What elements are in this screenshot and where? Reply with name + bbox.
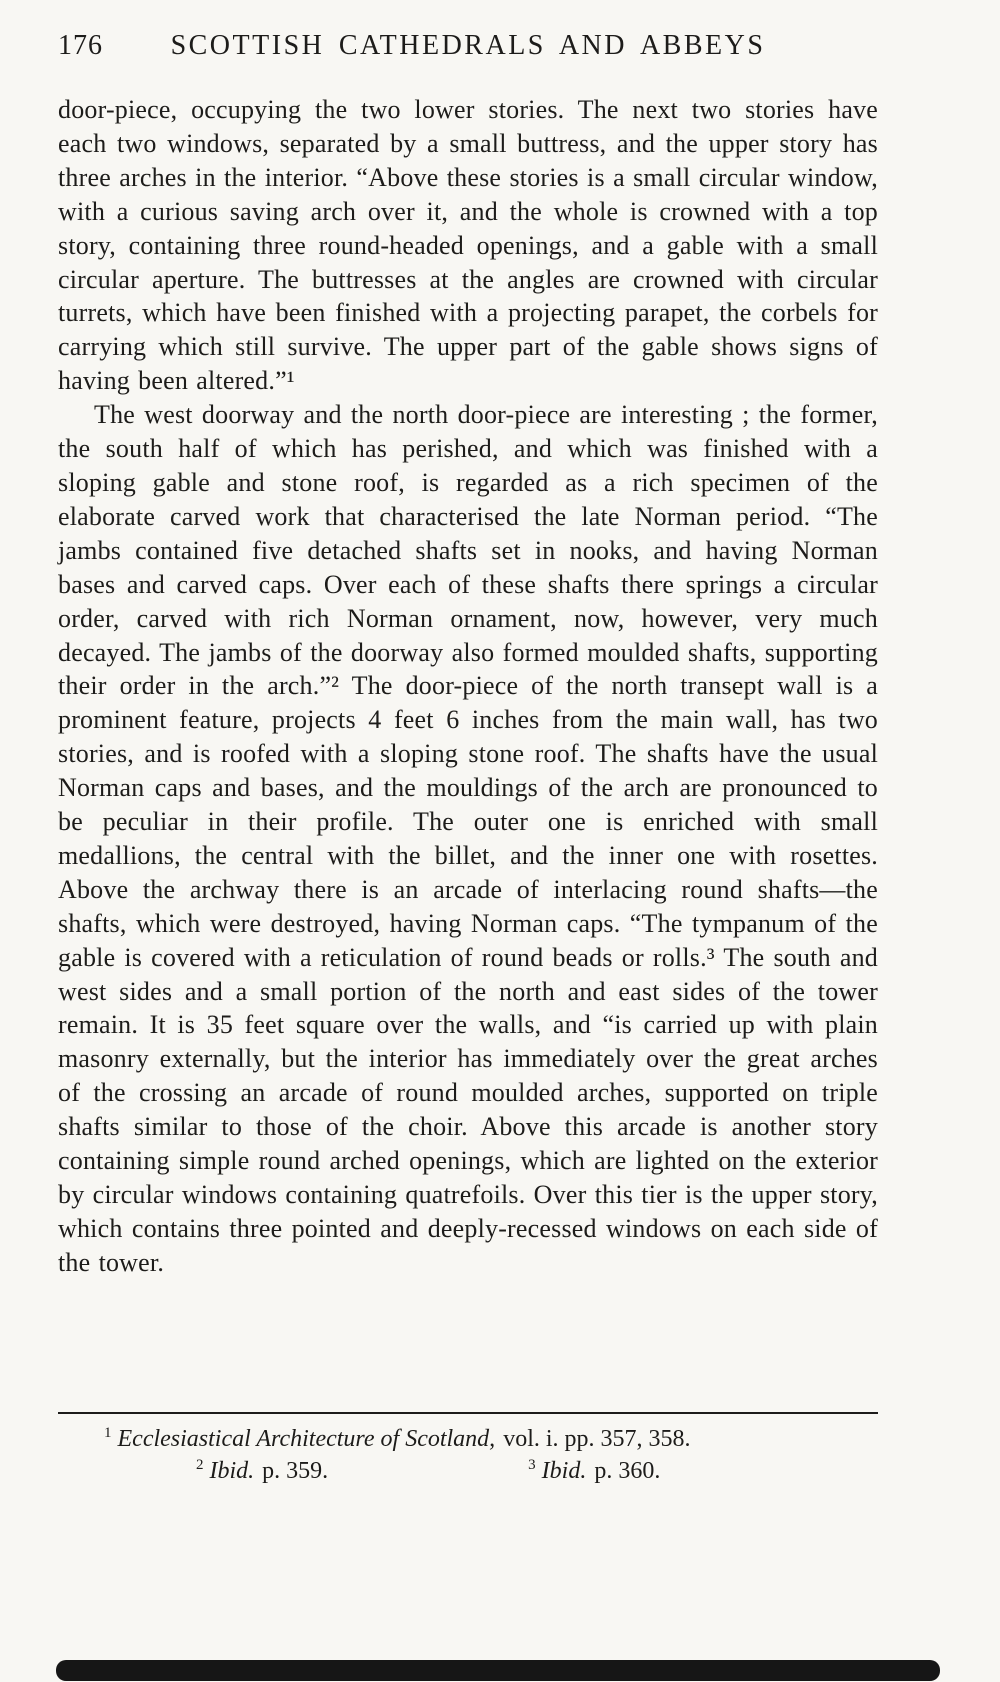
paragraph-continuation: door-piece, occupying the two lower stories. The next two stories have each two windows, separated by a small buttress, and the upper story has three arches in the interior. “Above these stories is a small circular window, with a curious saving arch over it, and the whole is crowned with a top story, containing three round-headed openings, and a gable with a small circular aperture. The buttresses at the angles are crowned with circular turrets, which have been finished with a projecting parapet, the corbels for carrying which still survive. The upper part of the gable shows signs of having been altered.”¹ xyxy=(58,95,878,396)
footnote-reference: p. 360. xyxy=(594,1458,661,1484)
footnote-marker: 3 xyxy=(528,1457,536,1473)
body-text xyxy=(58,93,878,1280)
page-number: 176 xyxy=(58,30,103,61)
footnote xyxy=(196,1455,328,1487)
footnote-divider xyxy=(58,1412,878,1414)
footnote-row xyxy=(58,1455,878,1487)
footnote-source-title: Ecclesiastical Architecture of Scotland, xyxy=(117,1426,496,1452)
footnote-reference: vol. i. pp. 357, 358. xyxy=(503,1426,691,1452)
paragraph: The west doorway and the north door-piece are interesting ; the former, the south half of which has perished, and which was finished with a sloping gable and stone roof, is regarded as a rich specimen of the elaborate carved work that characterised the late Norman period. “The jambs contained five detached shafts set in nooks, and having Norman bases and carved caps. Over each of these shafts there springs a circular order, carved with rich Norman ornament, now, however, very much decayed. The jambs of the doorway also formed moulded shafts, supporting their order in the arch.”² The door-piece of the north transept wall is a prominent feature, projects 4 feet 6 inches from the main wall, has two stories, and is roofed with a sloping stone roof. The shafts have the usual Norman caps and bases, and the mouldings of the arch are pronounced to be peculiar in their profile. The outer one is enriched with small medallions, the central with the billet, and the inner one with rosettes. Above the archway there is an arcade of interlacing round shafts—the shafts, which were destroyed, having Norman caps. “The tympanum of the gable is covered with a reticulation of round beads or rolls.³ The south and west sides and a small portion of the north and east sides of the tower remain. It is 35 feet square over the walls, and “is carried up with plain masonry externally, but the interior has immediately over the great arches of the crossing an arcade of round moulded arches, supported on triple shafts similar to those of the choir. Above this arcade is another story containing simple round arched openings, which are lighted on the exterior by circular windows containing quatrefoils. Over this tier is the upper story, which contains three pointed and deeply-recessed windows on each side of the tower. xyxy=(58,400,878,1277)
footnotes-section xyxy=(58,1412,878,1487)
footnote xyxy=(58,1423,878,1455)
footnote xyxy=(528,1455,660,1487)
page-header xyxy=(58,30,878,70)
footnote-reference: p. 359. xyxy=(262,1458,329,1484)
running-title: SCOTTISH CATHEDRALS AND ABBEYS xyxy=(170,30,766,61)
footnote-source-title: Ibid. xyxy=(209,1458,255,1484)
scan-artifact-bar xyxy=(56,1660,940,1681)
footnote-source-title: Ibid. xyxy=(541,1458,587,1484)
footnote-marker: 1 xyxy=(104,1425,112,1441)
footnote-marker: 2 xyxy=(196,1457,204,1473)
